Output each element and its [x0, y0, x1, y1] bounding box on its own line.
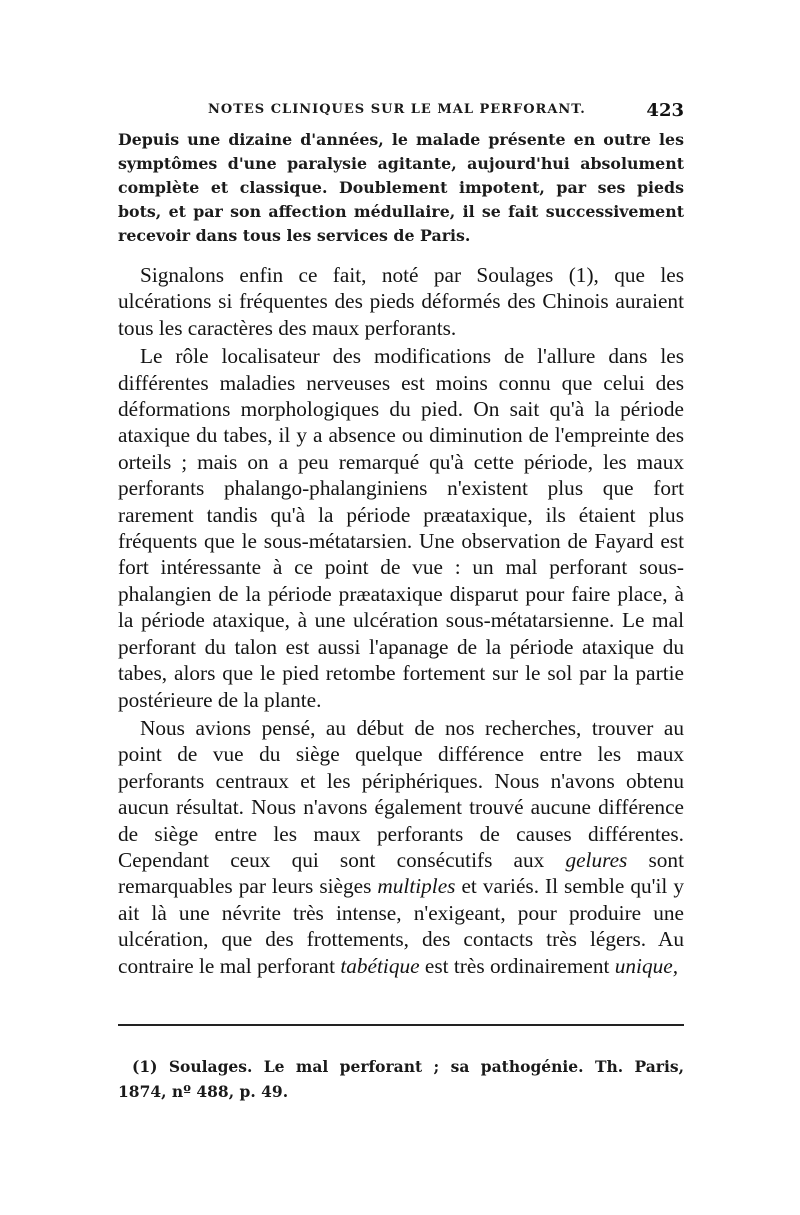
text-run: est très ordinairement [419, 953, 615, 978]
page-number: 423 [646, 100, 684, 121]
footnote-text: Soulages. Le mal perforant ; sa pathogénie. Th. Paris, 1874, nº 488, p. 49. [118, 1057, 684, 1101]
text-run: et variés. Il semble qu'il y ait là une névrite très intense, n'exigeant, pour produire une ulcération, que des frottements, des contacts très légers. Au contraire le mal perforant [118, 874, 684, 978]
footnote-marker: (1) [132, 1057, 158, 1076]
footnote [118, 1054, 684, 1104]
text-run: Nous avions pensé, au début de nos recherches, trouver au point de vue du siège quelque différence entre les maux perforants centraux et les périphériques. Nous n'avons obtenu aucun résultat. Nous n'avons également trouvé aucune différence de siège entre les maux perforants de causes différentes. Cependant ceux qui sont consécutifs aux [118, 715, 684, 872]
running-title: NOTES CLINIQUES SUR LE MAL PERFORANT. [208, 102, 586, 117]
body-text [118, 262, 684, 979]
running-header [118, 100, 684, 124]
italic-tabetique: tabétique [340, 953, 420, 978]
paragraph-soulages: Signalons enfin ce fait, noté par Soulages (1), que les ulcérations si fréquentes des pieds déformés des Chinois auraient tous les caractères des maux perforants. [118, 263, 684, 340]
italic-gelures: gelures [565, 847, 628, 872]
text-run: sont remarquables par leurs sièges [118, 847, 684, 899]
footnote-body [118, 1054, 684, 1104]
paragraph-role-localisateur: Le rôle localisateur des modifications de l'allure dans les différentes maladies nerveuses est moins connu que celui des déformations morphologiques du pied. On sait qu'à la période ataxique du tabes, il y a absence ou diminution de l'empreinte des orteils ; mais on a peu remarqué qu'à cette période, les maux perforants phalango-phalanginiens n'existent plus que fort rarement tandis qu'à la période præataxique, ils étaient plus fréquents que le sous-métatarsien. Une observation de Fayard est fort intéressante à ce point de vue : un mal perforant sous-phalangien de la période præataxique disparut pour faire place, à la période ataxique, à une ulcération sous-métatarsienne. Le mal perforant du talon est aussi l'apanage de la période ataxique du tabes, alors que le pied retombe fortement sur le sol par la partie postérieure de la plante. [118, 344, 684, 712]
intro-paragraph: Depuis une dizaine d'années, le malade présente en outre les symptômes d'une paralysie agitante, aujourd'hui absolument complète et classique. Doublement impotent, par ses pieds bots, et par son affection médullaire, il se fait successivement recevoir dans tous les services de Paris. [118, 130, 684, 245]
italic-unique: unique, [614, 953, 679, 978]
paragraph-recherches [118, 715, 684, 979]
footnote-divider [118, 1024, 684, 1026]
italic-multiples: multiples [377, 874, 456, 899]
